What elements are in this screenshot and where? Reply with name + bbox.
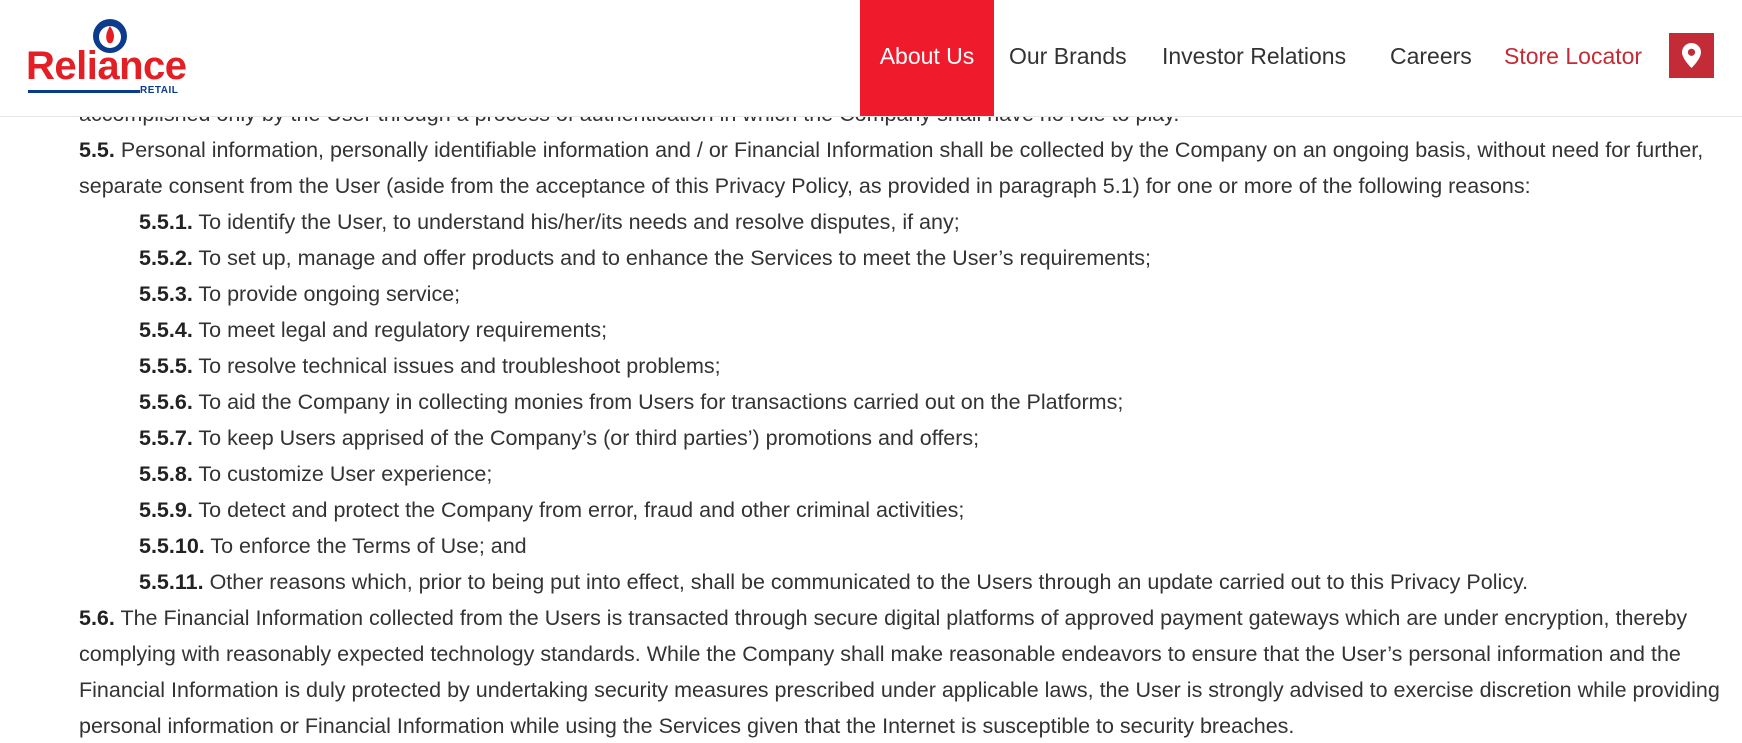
item-number: 5.5.11. xyxy=(139,570,204,594)
list-item xyxy=(79,240,1724,276)
logo-submark: RETAIL xyxy=(140,85,179,96)
item-number: 5.5.5. xyxy=(139,354,193,378)
list-item xyxy=(79,420,1724,456)
item-number: 5.5.10. xyxy=(139,534,205,558)
nav-store-locator[interactable]: Store Locator xyxy=(1504,43,1643,69)
main-nav xyxy=(0,0,1742,116)
item-number: 5.5.9. xyxy=(139,498,193,522)
list-item xyxy=(79,312,1724,348)
list-item xyxy=(79,528,1724,564)
store-locator-button[interactable] xyxy=(1669,33,1714,78)
item-text: To detect and protect the Company from error, fraud and other criminal activities; xyxy=(198,498,965,522)
paragraph-5-6 xyxy=(79,600,1724,743)
paragraph-number: 5.6. xyxy=(79,606,115,630)
item-number: 5.5.3. xyxy=(139,282,193,306)
paragraph-text: The Financial Information collected from the Users is transacted through secure digital platforms of approved payment gateways which are under encryption, thereby complying with reasonably expected technology standards. While the Company shall make reasonable endeavors to ensure that the User’s personal information and the Financial Information is duly protected by undertaking security measures prescribed under applicable laws, the User is strongly advised to exercise discretion while providing personal information or Financial Information while using the Services given that the Internet is susceptible to security breaches. xyxy=(79,606,1720,738)
item-text: To aid the Company in collecting monies from Users for transactions carried out on the Platforms; xyxy=(198,390,1124,414)
reasons-list xyxy=(79,204,1724,600)
item-number: 5.5.7. xyxy=(139,426,193,450)
list-item xyxy=(79,204,1724,240)
nav-careers[interactable]: Careers xyxy=(1390,43,1472,69)
item-text: To identify the User, to understand his/her/its needs and resolve disputes, if any; xyxy=(198,210,960,234)
item-number: 5.5.8. xyxy=(139,462,193,486)
map-pin-icon xyxy=(1682,43,1701,68)
item-text: To provide ongoing service; xyxy=(198,282,461,306)
item-text: To set up, manage and offer products and to enhance the Services to meet the User’s requirements; xyxy=(198,246,1151,270)
list-item xyxy=(79,492,1724,528)
item-number: 5.5.4. xyxy=(139,318,193,342)
item-text: To meet legal and regulatory requirements; xyxy=(198,318,608,342)
list-item xyxy=(79,456,1724,492)
list-item xyxy=(79,564,1724,600)
item-text: To enforce the Terms of Use; and xyxy=(210,534,527,558)
item-text: To resolve technical issues and troubleshoot problems; xyxy=(198,354,721,378)
item-text: To keep Users apprised of the Company’s (or third parties’) promotions and offers; xyxy=(198,426,980,450)
nav-our-brands[interactable]: Our Brands xyxy=(1009,43,1127,69)
privacy-policy-content xyxy=(79,96,1724,743)
list-item xyxy=(79,348,1724,384)
list-item xyxy=(79,384,1724,420)
logo-wordmark: Reliance xyxy=(26,44,187,88)
nav-investor-relations[interactable]: Investor Relations xyxy=(1162,43,1347,69)
item-number: 5.5.6. xyxy=(139,390,193,414)
paragraph-number: 5.5. xyxy=(79,138,115,162)
item-number: 5.5.1. xyxy=(139,210,193,234)
item-text: Other reasons which, prior to being put into effect, shall be communicated to the Users through an update carried out to this Privacy Policy. xyxy=(209,570,1529,594)
item-text: To customize User experience; xyxy=(198,462,493,486)
site-header xyxy=(0,0,1742,117)
paragraph-5-5 xyxy=(79,132,1724,204)
item-number: 5.5.2. xyxy=(139,246,193,270)
list-item xyxy=(79,276,1724,312)
nav-about-us[interactable]: About Us xyxy=(860,0,994,116)
paragraph-text: Personal information, personally identifiable information and / or Financial Information shall be collected by the Company on an ongoing basis, without need for further, separate consent from the User (aside from the acceptance of this Privacy Policy, as provided in paragraph 5.1) for one or more of the following reasons: xyxy=(79,138,1704,198)
